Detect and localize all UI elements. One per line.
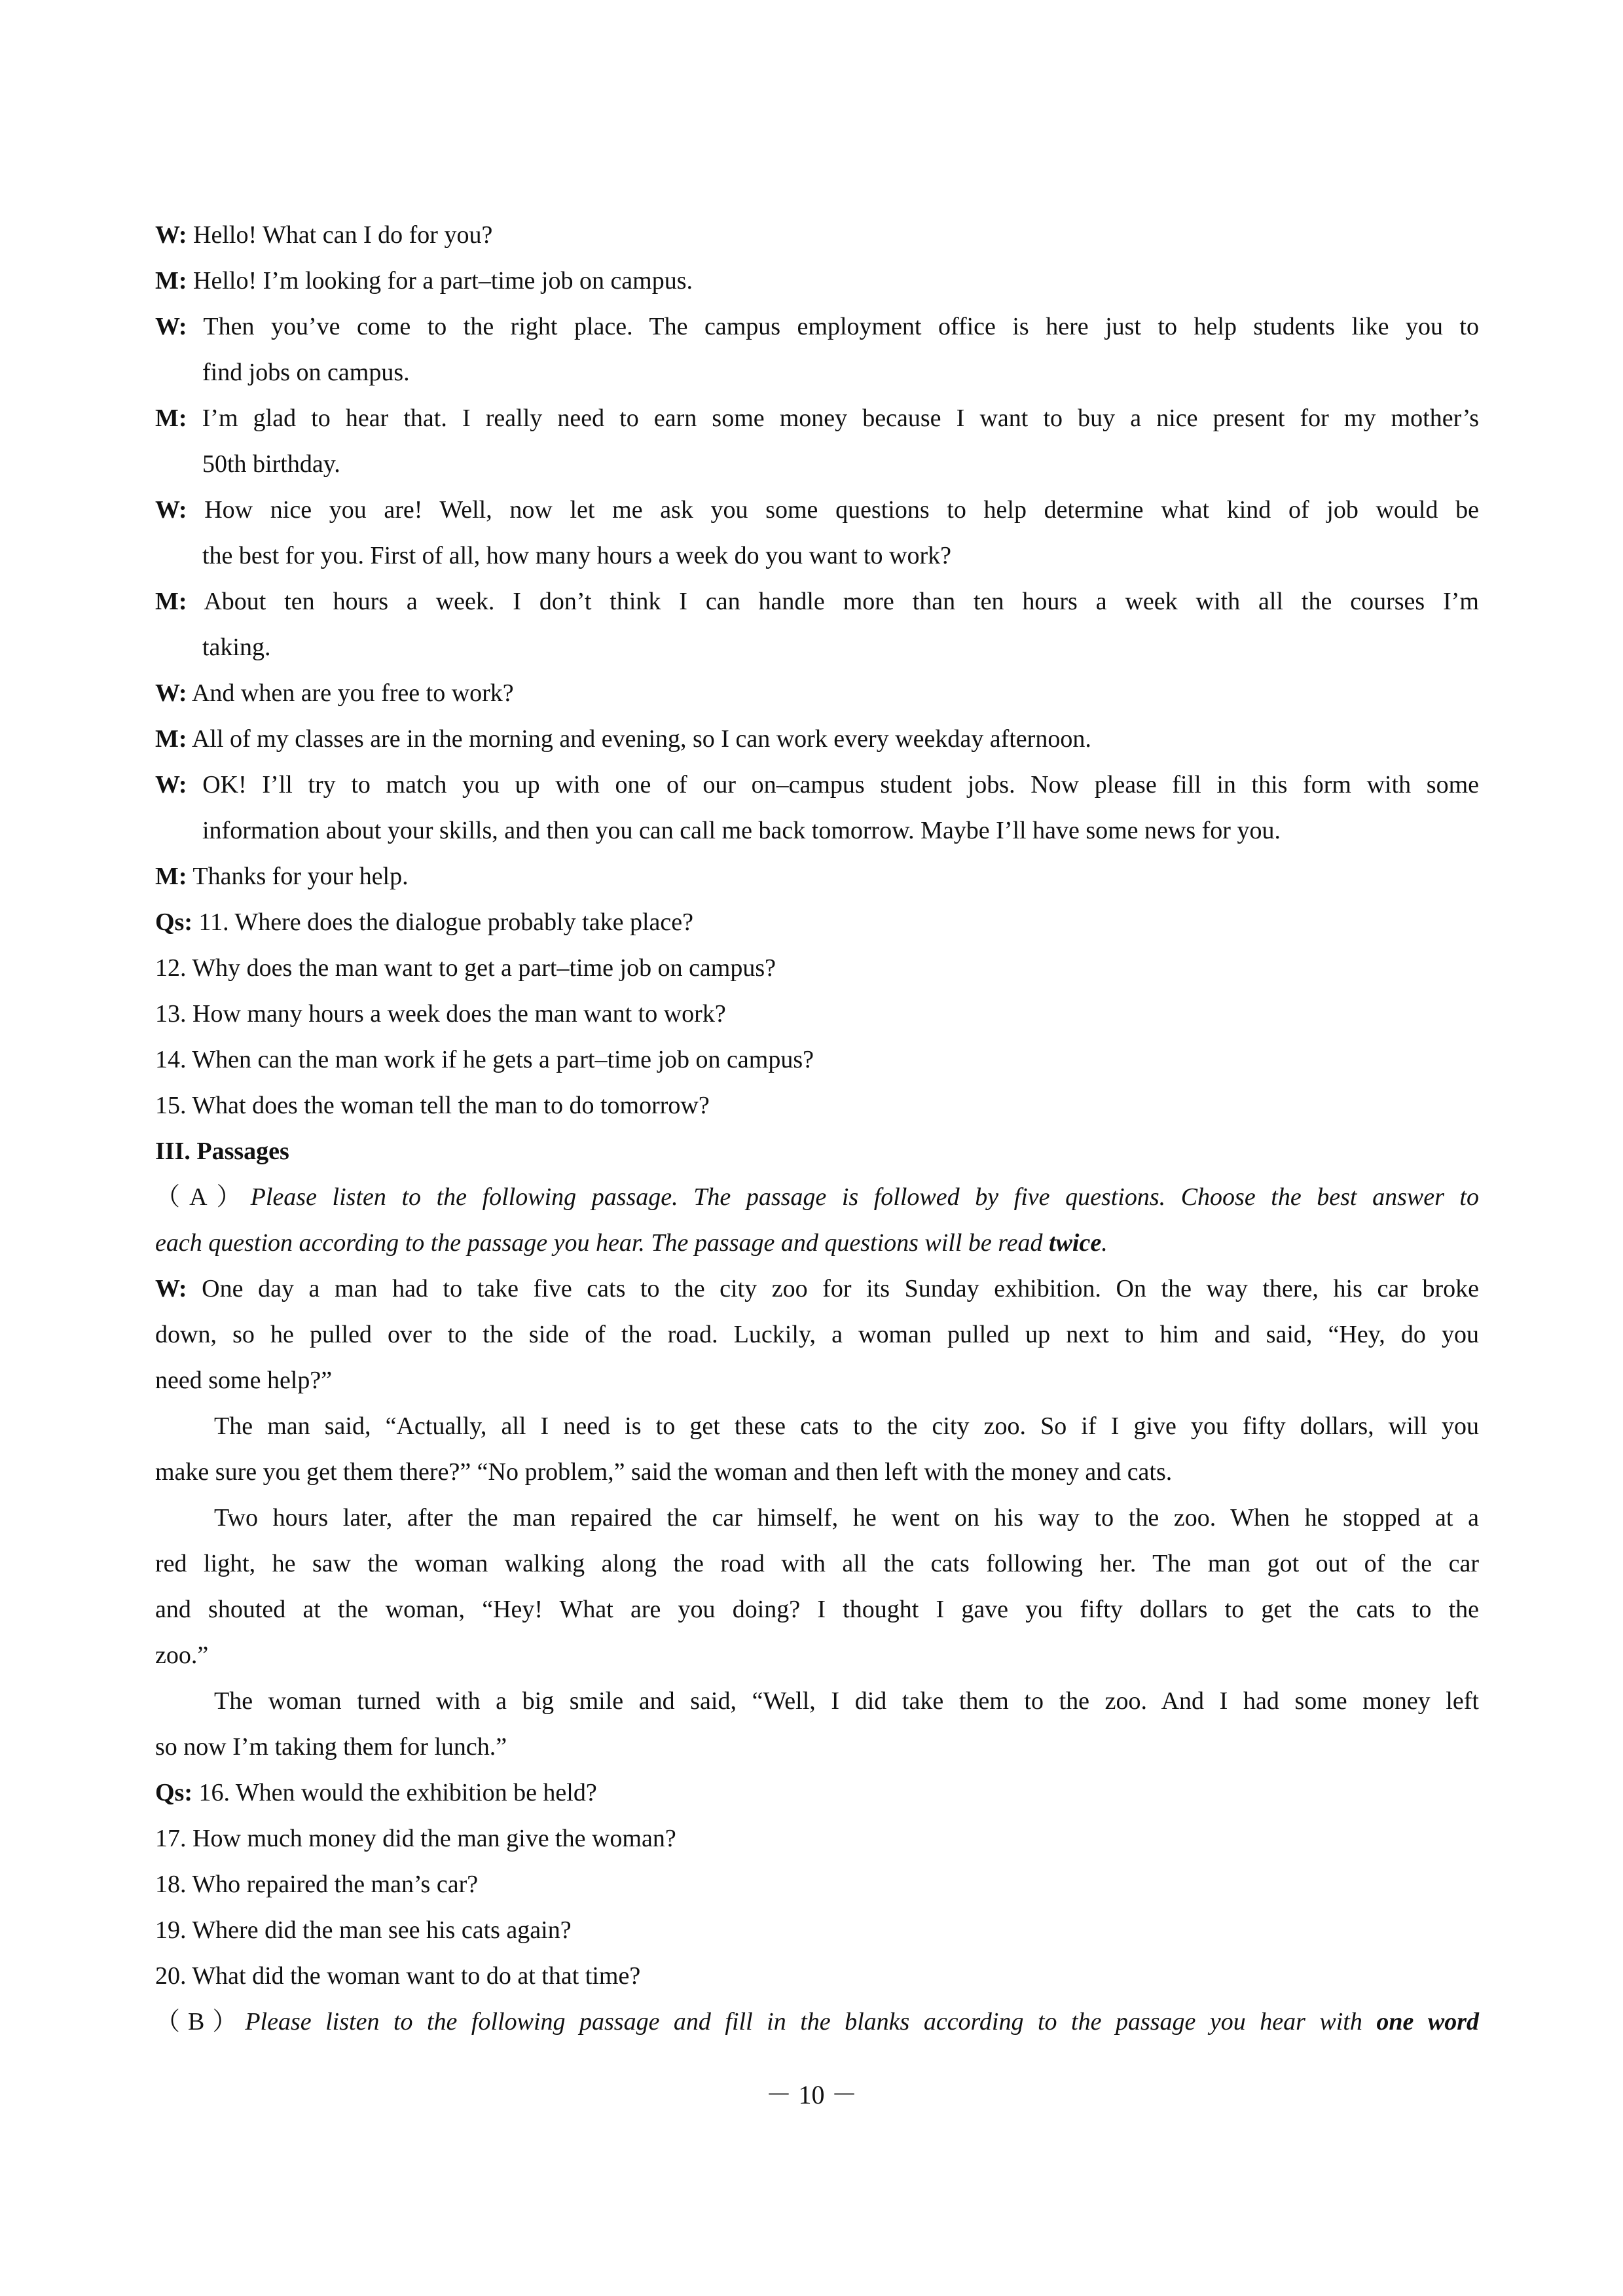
dialogue-text: Then you’ve come to the right place. The campus employment office is here just to help students like you to [203, 313, 1479, 340]
page-number: － 10 － [765, 2080, 858, 2109]
question-line [155, 1778, 597, 1808]
dialogue-line [155, 495, 1479, 525]
instruction-emphasis: twice [1049, 1229, 1102, 1257]
question-line: 13. How many hours a week does the man want to work? [155, 1000, 726, 1028]
section-heading: III. Passages [155, 1138, 289, 1165]
speaker-label: M: [155, 863, 187, 890]
question-line: 18. Who repaired the man’s car? [155, 1871, 479, 1898]
passage-line [155, 1549, 1479, 1579]
dialogue-line [155, 220, 492, 250]
dialogue-text: And when are you free to work? [191, 679, 514, 707]
passage-line [214, 1503, 1479, 1533]
instruction-emphasis: one word [1376, 2008, 1479, 2036]
speaker-label: W: [155, 1275, 187, 1302]
question-line: 17. How much money did the man give the woman? [155, 1825, 676, 1852]
dialogue-continuation: information about your skills, and then you can call me back tomorrow. Maybe I’ll have some news for you. [202, 817, 1281, 844]
part-b-instruction [155, 2007, 1479, 2037]
instruction-text: each question according to the passage you hear. The passage and questions will be read [155, 1229, 1049, 1257]
passage-line [155, 1274, 1479, 1304]
dialogue-continuation: 50th birthday. [202, 450, 340, 478]
questions-label: Qs: [155, 908, 192, 936]
dialogue-line [155, 770, 1479, 800]
part-a-marker: （A） [155, 1183, 251, 1211]
dialogue-line [155, 586, 1479, 617]
instruction-text: . [1101, 1229, 1108, 1257]
passage-text: red light, he saw the woman walking along the road with all the cats following her. The man got out of the car [155, 1550, 1479, 1577]
dialogue-text: Thanks for your help. [192, 863, 409, 890]
dialogue-text: Hello! What can I do for you? [193, 221, 493, 249]
speaker-label: M: [155, 267, 187, 295]
dialogue-text: About ten hours a week. I don’t think I can handle more than ten hours a week with all the courses I’m [204, 588, 1479, 615]
passage-text: The woman turned with a big smile and said, “Well, I did take them to the zoo. And I had some money left [214, 1687, 1479, 1715]
question-line: 20. What did the woman want to do at that time? [155, 1962, 641, 1990]
dialogue-text: All of my classes are in the morning and evening, so I can work every weekday afternoon. [191, 725, 1091, 753]
passage-text: One day a man had to take five cats to the city zoo for its Sunday exhibition. On the way there, his car broke [202, 1275, 1479, 1302]
speaker-label: M: [155, 725, 187, 753]
dialogue-line [155, 724, 1091, 754]
passage-line: so now I’m taking them for lunch.” [155, 1733, 507, 1761]
dialogue-continuation: the best for you. First of all, how many hours a week do you want to work? [202, 542, 952, 569]
speaker-label: W: [155, 496, 187, 524]
passage-text: Two hours later, after the man repaired the car himself, he went on his way to the zoo. When he stopped at a [214, 1504, 1479, 1532]
dialogue-line [155, 403, 1479, 433]
passage-text: The man said, “Actually, all I need is to get these cats to the city zoo. So if I give you fifty dollars, will you [214, 1412, 1479, 1440]
passage-line [214, 1411, 1479, 1441]
instruction-text: Please listen to the following passage and fill in the blanks according to the passage you hear with [245, 2008, 1377, 2036]
speaker-label: W: [155, 313, 187, 340]
dialogue-text: Hello! I’m looking for a part–time job on campus. [193, 267, 693, 295]
passage-line [155, 1319, 1479, 1350]
question-line [155, 907, 693, 937]
dialogue-text: How nice you are! Well, now let me ask you some questions to help determine what kind of job would be [204, 496, 1480, 524]
passage-line: make sure you get them there?” “No problem,” said the woman and then left with the money and cats. [155, 1458, 1173, 1486]
question-text: 11. Where does the dialogue probably take place? [198, 908, 693, 936]
speaker-label: W: [155, 679, 187, 707]
part-a-instruction [155, 1228, 1108, 1258]
part-b-marker: （B） [155, 2008, 246, 2036]
dialogue-continuation: taking. [202, 634, 271, 661]
passage-line: need some help?” [155, 1367, 333, 1394]
part-a-instruction [155, 1182, 1479, 1212]
passage-text: down, so he pulled over to the side of the road. Luckily, a woman pulled up next to him and said, “Hey, do you [155, 1321, 1479, 1348]
dialogue-line [155, 312, 1479, 342]
passage-line [155, 1594, 1479, 1624]
question-line: 15. What does the woman tell the man to do tomorrow? [155, 1092, 710, 1119]
dialogue-text: OK! I’ll try to match you up with one of our on–campus student jobs. Now please fill in this form with some [202, 771, 1480, 798]
dialogue-line [155, 861, 409, 891]
dialogue-text: I’m glad to hear that. I really need to earn some money because I want to buy a nice present for my mother’s [202, 404, 1479, 432]
question-text: 16. When would the exhibition be held? [198, 1779, 597, 1806]
dialogue-line [155, 266, 693, 296]
passage-line [214, 1686, 1479, 1716]
instruction-text: Please listen to the following passage. The passage is followed by five questions. Choose the best answer to [250, 1183, 1479, 1211]
speaker-label: M: [155, 404, 187, 432]
passage-line: zoo.” [155, 1641, 209, 1669]
passage-text: and shouted at the woman, “Hey! What are you doing? I thought I gave you fifty dollars to get the cats to the [155, 1596, 1479, 1623]
questions-label: Qs: [155, 1779, 192, 1806]
question-line: 19. Where did the man see his cats again? [155, 1916, 572, 1944]
speaker-label: W: [155, 221, 187, 249]
speaker-label: W: [155, 771, 187, 798]
question-line: 12. Why does the man want to get a part–time job on campus? [155, 954, 776, 982]
dialogue-continuation: find jobs on campus. [202, 359, 410, 386]
dialogue-line [155, 678, 514, 708]
speaker-label: M: [155, 588, 187, 615]
question-line: 14. When can the man work if he gets a part–time job on campus? [155, 1046, 814, 1073]
